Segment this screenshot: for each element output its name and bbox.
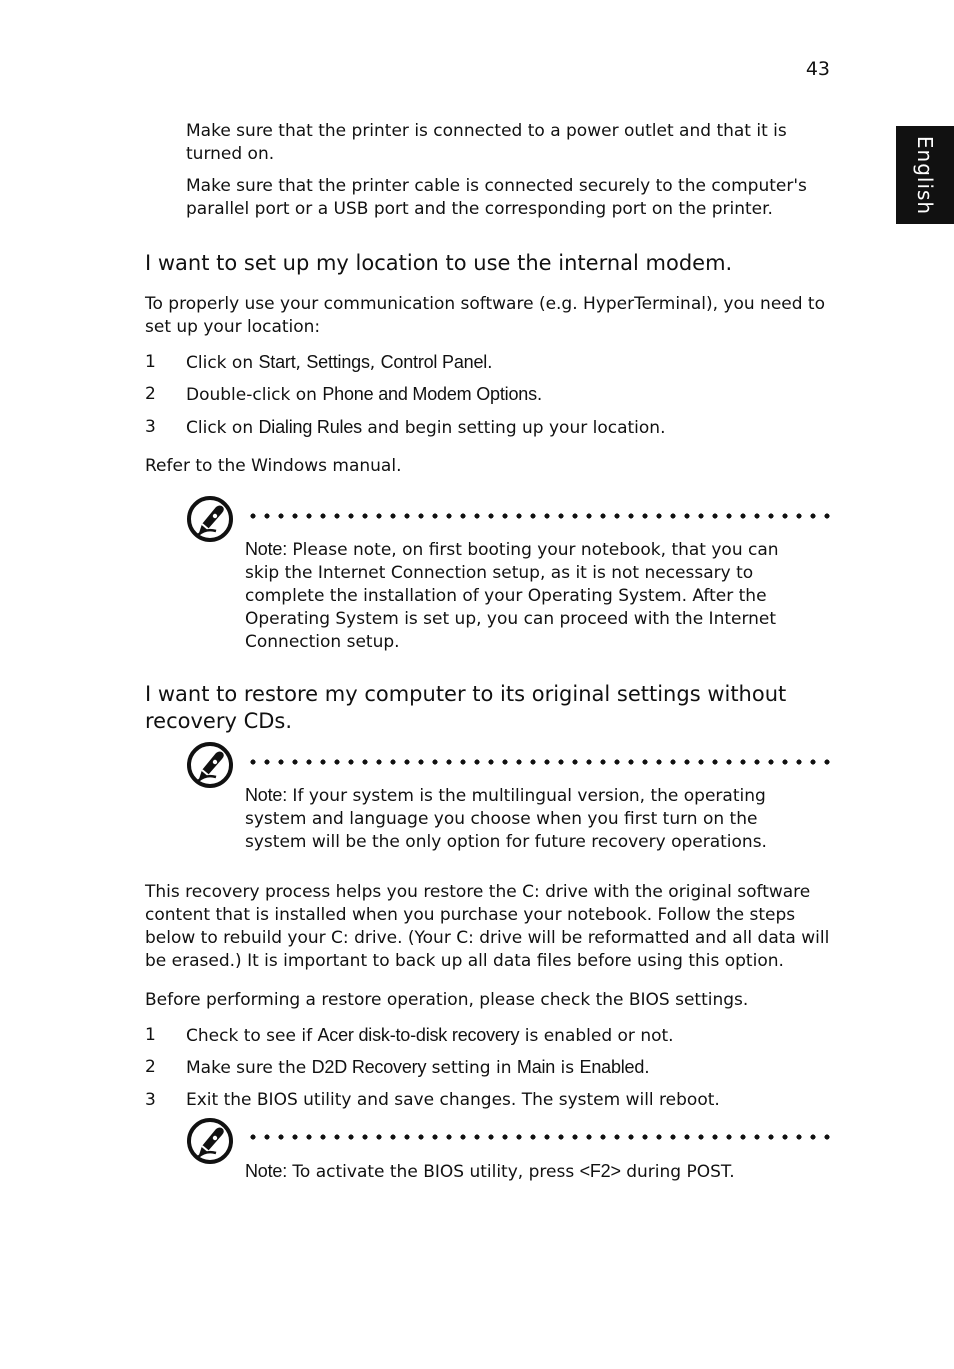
step-text: Click on Dialing Rules and begin setting up your location.: [186, 417, 666, 438]
step-number: 2: [145, 384, 156, 404]
step-number: 3: [145, 1090, 156, 1110]
step-text: Click on Start, Settings, Control Panel.: [186, 352, 493, 373]
ui-term: Control Panel: [380, 352, 488, 372]
note-divider: [246, 759, 830, 765]
step-number: 2: [145, 1057, 156, 1077]
refer-paragraph: Refer to the Windows manual.: [145, 456, 402, 476]
language-tab-label: English: [913, 135, 938, 215]
step-number: 3: [145, 417, 156, 437]
language-tab: [896, 126, 954, 224]
step-text: Make sure the D2D Recovery setting in Main is Enabled.: [186, 1057, 650, 1078]
note-icon: [186, 741, 234, 789]
intro-bullet-1: Make sure that the printer is connected to a power outlet and that it is turned on.: [186, 121, 787, 164]
intro-bullet-2: Make sure that the printer cable is connected securely to the computer's parallel port or a USB port and the corresponding port on the printer.: [186, 176, 807, 219]
note-label: Note:: [245, 539, 288, 559]
note-modem: Note: Please note, on first booting your notebook, that you can skip the Internet Connection setup, as it is not necessary to complete the installation of your Operating System. After the Operating System is set up, you can proceed with the Internet Connection setup.: [245, 539, 779, 652]
ui-term: Acer disk-to-disk recovery: [317, 1025, 520, 1045]
ui-term: Settings: [306, 352, 370, 372]
step-text: Check to see if Acer disk-to-disk recovery is enabled or not.: [186, 1025, 674, 1046]
note-icon: [186, 495, 234, 543]
note-label: Note:: [245, 785, 288, 805]
section-heading-restore: I want to restore my computer to its original settings without recovery CDs.: [145, 682, 787, 733]
note-divider: [246, 513, 830, 519]
step-number: 1: [145, 352, 156, 372]
note-divider: [246, 1134, 830, 1140]
ui-term: Main: [516, 1057, 556, 1077]
ui-term: Start: [258, 352, 296, 372]
note-bios: Note: To activate the BIOS utility, press <F2> during POST.: [245, 1161, 735, 1182]
bios-check-paragraph: Before performing a restore operation, please check the BIOS settings.: [145, 990, 749, 1010]
ui-term: D2D Recovery: [311, 1057, 427, 1077]
step-number: 1: [145, 1025, 156, 1045]
ui-term: Dialing Rules: [258, 417, 362, 437]
recovery-paragraph: This recovery process helps you restore the C: drive with the original software content that is installed when you purchase your notebook. Follow the steps below to rebuild your C: drive. (Your C: drive will be reformatted and all data will be erased.) It is important to back up all data files before using this option.: [145, 882, 830, 971]
step-text: Exit the BIOS utility and save changes. The system will reboot.: [186, 1090, 720, 1110]
note-multilingual: Note: If your system is the multilingual version, the operating system and language you choose when you first turn on the system will be the only option for future recovery operations.: [245, 785, 767, 852]
key-name: <F2>: [579, 1161, 621, 1181]
section-heading-modem: I want to set up my location to use the internal modem.: [145, 251, 733, 275]
note-label: Note:: [245, 1161, 288, 1181]
page-number: 43: [805, 58, 830, 80]
step-text: Double-click on Phone and Modem Options.: [186, 384, 543, 405]
modem-intro-paragraph: To properly use your communication software (e.g. HyperTerminal), you need to set up your location:: [145, 294, 825, 337]
ui-term: Enabled: [579, 1057, 645, 1077]
ui-term: Phone and Modem Options: [322, 384, 537, 404]
note-icon: [186, 1117, 234, 1165]
